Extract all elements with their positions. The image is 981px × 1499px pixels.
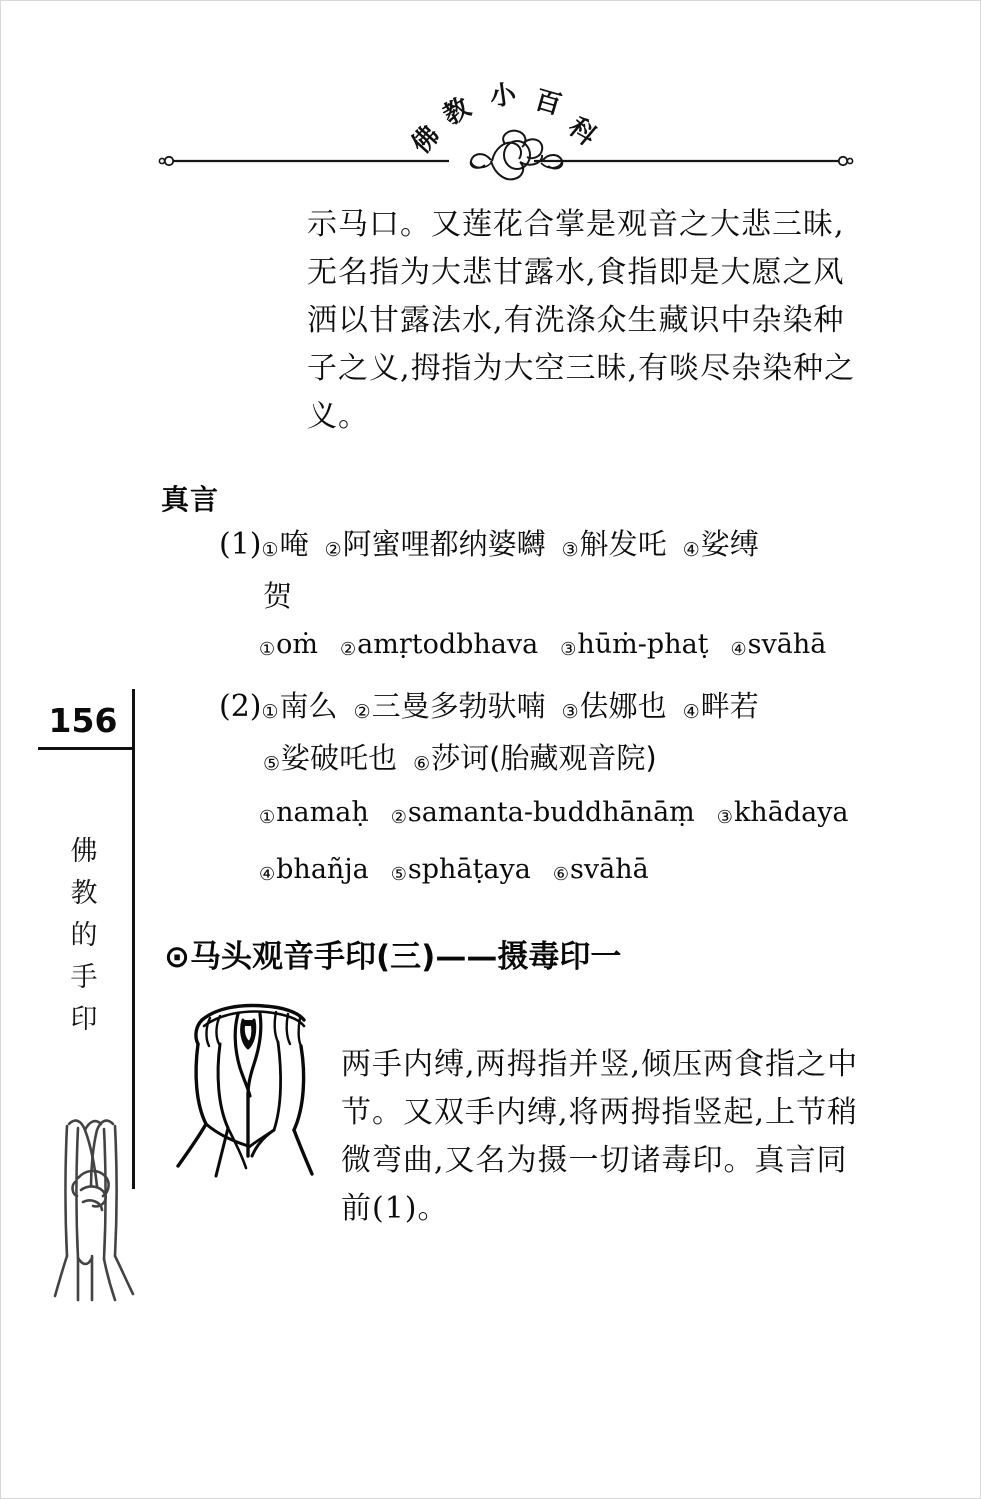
- mantra-segment: [354, 689, 546, 723]
- mantra-label: (2): [219, 689, 262, 724]
- romanized-segment: [391, 797, 695, 828]
- circled-number: ④: [259, 864, 276, 885]
- mantra-section-heading: 真言: [161, 483, 220, 516]
- mantra-text: 莎诃(胎藏观音院): [431, 741, 657, 775]
- mantra-segment: [262, 689, 338, 723]
- mantra-segment: [325, 527, 546, 561]
- running-title-char: 教: [70, 878, 98, 909]
- book-title-char: 佛: [406, 120, 446, 160]
- mantra-segment: [263, 741, 397, 775]
- circled-number: ②: [390, 807, 407, 828]
- mantra-text: 阿蜜哩都纳婆嚩: [342, 527, 546, 561]
- intro-line: 洒以甘露法水,有洗涤众生藏识中杂染种: [307, 303, 845, 338]
- mantra-romanized-line: [219, 619, 879, 676]
- romanized-segment: [553, 854, 649, 885]
- circled-number: ③: [560, 639, 577, 660]
- mantra-text: 畔若: [700, 689, 759, 723]
- page-content: [1, 1, 981, 1499]
- intro-paragraph: [307, 201, 875, 441]
- circled-number: ⑥: [552, 864, 569, 885]
- circled-number: ②: [340, 639, 357, 660]
- description-line: 两手内缚,两拇指并竖,倾压两食指之中: [341, 1047, 859, 1082]
- running-title-char: 手: [70, 962, 98, 993]
- mantra-romanized-line: [219, 787, 879, 844]
- mantra-text: 三曼多勃驮喃: [371, 689, 546, 723]
- romanized-text: svāhā: [747, 629, 827, 660]
- circled-number: ④: [682, 701, 700, 723]
- mantra-segment: [262, 527, 309, 561]
- romanized-segment: [717, 797, 849, 828]
- book-title-char: 百: [531, 84, 565, 122]
- intro-line: 示马口。又莲花合掌是观音之大悲三昧,: [307, 207, 845, 242]
- intro-line: 子之义,拇指为大空三昧,有啖尽杂染种之: [307, 351, 856, 386]
- book-title-char: 科: [562, 112, 602, 152]
- mantra-text: 娑缚: [700, 527, 759, 561]
- circled-number: ①: [261, 539, 279, 561]
- circled-number: ⑤: [263, 753, 281, 775]
- romanized-text: oṁ: [276, 629, 318, 660]
- romanized-segment: [340, 629, 538, 660]
- romanized-text: samanta-buddhānāṃ: [407, 797, 695, 828]
- running-title-char: 印: [70, 1004, 98, 1035]
- description-line: 前(1)。: [341, 1191, 449, 1226]
- mudra-hands-icon: [164, 996, 324, 1196]
- book-title-char: 小: [488, 79, 518, 113]
- mantra-romanized-line: [219, 844, 879, 901]
- mudra-figure: [164, 996, 324, 1196]
- intro-line: 义。: [307, 399, 369, 434]
- description-line: 微弯曲,又名为摄一切诸毒印。真言同: [341, 1143, 848, 1178]
- circled-number: ⑥: [413, 753, 431, 775]
- circled-number: ②: [353, 701, 371, 723]
- mantra-chinese-wrap-line: 贺: [263, 579, 293, 613]
- romanized-text: bhañja: [276, 854, 369, 885]
- romanized-text: namaḥ: [276, 797, 369, 828]
- circled-number: ①: [261, 701, 279, 723]
- section-heading: [164, 931, 621, 976]
- mudra-description: [341, 1041, 871, 1233]
- circled-number: ④: [682, 539, 700, 561]
- mantra-text: 斛发吒: [579, 527, 667, 561]
- circled-number: ③: [561, 701, 579, 723]
- romanized-segment: [259, 629, 318, 660]
- circled-number: ②: [324, 539, 342, 561]
- mantra-segment: [562, 527, 667, 561]
- romanized-text: sphāṭaya: [407, 854, 531, 885]
- romanized-segment: [560, 629, 708, 660]
- romanized-text: amṛtodbhava: [357, 629, 539, 660]
- mantra-chinese-line: [219, 521, 879, 573]
- mantra-block-2: [219, 683, 879, 901]
- mantra-text: 娑破吒也: [281, 741, 398, 775]
- description-line: 节。又双手内缚,将两拇指竖起,上节稍: [341, 1095, 859, 1130]
- section-heading-text: 马头观音手印(三)——摄毒印一: [189, 939, 622, 975]
- mantra-block-1: [219, 521, 879, 676]
- romanized-segment: [391, 854, 531, 885]
- mantra-segment: [413, 741, 657, 775]
- running-title-char: 佛: [70, 836, 98, 867]
- romanized-text: svāhā: [570, 854, 649, 885]
- mantra-segment: [562, 689, 667, 723]
- mantra-label: (1): [219, 527, 262, 562]
- mantra-segment: [683, 689, 759, 723]
- romanized-text: hūṁ-phaṭ: [577, 629, 709, 660]
- mantra-chinese-line: [219, 735, 879, 787]
- intro-line: 无名指为大悲甘露水,食指即是大愿之风: [307, 255, 845, 290]
- mantra-chinese-line: [219, 683, 879, 735]
- romanized-segment: [731, 629, 827, 660]
- circled-dot-bullet-icon: ⊙: [164, 939, 190, 975]
- circled-number: ④: [730, 639, 747, 660]
- romanized-segment: [259, 854, 369, 885]
- running-title-char: 的: [70, 920, 98, 951]
- circled-number: ①: [259, 639, 276, 660]
- mantra-text: 唵: [279, 527, 309, 561]
- romanized-segment: [259, 797, 369, 828]
- mantra-text: 南么: [279, 689, 338, 723]
- mantra-text: 佉娜也: [579, 689, 667, 723]
- circled-number: ③: [716, 807, 733, 828]
- romanized-text: khādaya: [733, 797, 849, 828]
- page-number: 156: [48, 701, 118, 740]
- book-title-char: 教: [438, 92, 476, 132]
- circled-number: ③: [561, 539, 579, 561]
- mantra-segment: [683, 527, 759, 561]
- circled-number: ①: [259, 807, 276, 828]
- circled-number: ⑤: [390, 864, 407, 885]
